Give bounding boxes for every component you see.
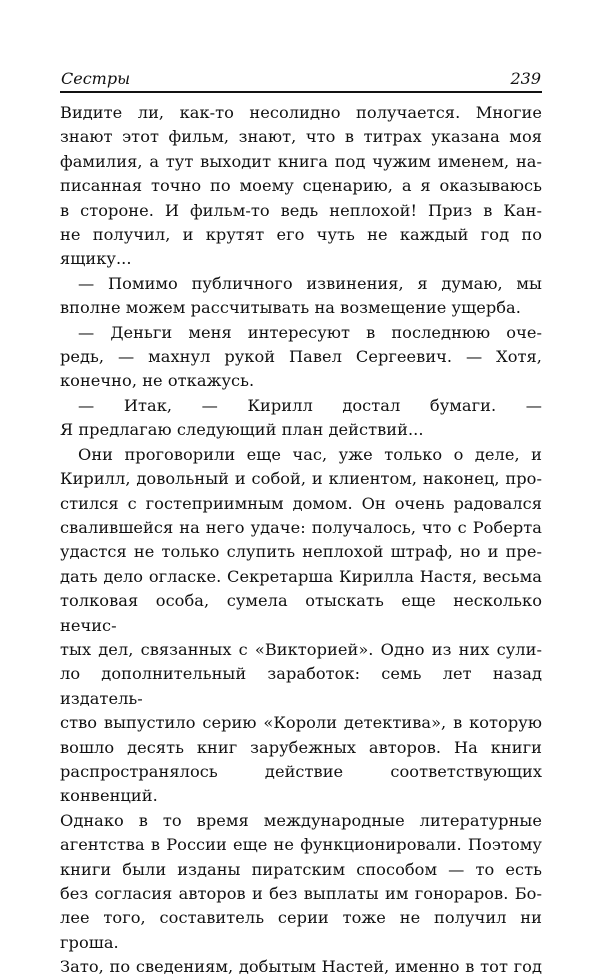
text-line: тых дел, связанных с «Викторией». Одно из них сули- — [60, 639, 542, 659]
book-page — [60, 66, 542, 980]
text-line: редь, — махнул рукой Павел Сергеевич. — Хотя, — [60, 347, 542, 367]
text-line: конечно, не откажусь. — [60, 371, 255, 391]
text-line: дать дело огласке. Секретарша Кирилла Настя, весьма — [60, 566, 542, 586]
text-line: — Итак, — Кирилл достал бумаги. — — [78, 395, 542, 415]
text-line: лее того, составитель серии тоже не получил ни гроша. — [60, 908, 542, 952]
text-line: Видите ли, как-то несолидно получается. Многие — [60, 103, 542, 122]
text-line: Я предлагаю следующий план действий... — [60, 420, 424, 440]
running-title: Сестры — [61, 69, 131, 88]
text-line: Они проговорили еще час, уже только о деле, и — [78, 444, 542, 464]
text-line: толковая особа, сумела отыскать еще несколько нечис- — [60, 591, 542, 635]
body-text — [60, 101, 542, 980]
page-number: 239 — [510, 69, 541, 88]
text-line: без согласия авторов и без выплаты им гонораров. Бо- — [60, 884, 542, 903]
text-line: удастся не только слупить неплохой штраф, но и пре- — [60, 542, 542, 562]
text-line: книги были изданы пиратским способом — то есть — [60, 859, 542, 879]
running-header — [60, 66, 542, 90]
header-rule — [60, 91, 542, 93]
text-line: вполне можем рассчитывать на возмещение ущерба. — [60, 298, 521, 318]
text-line: свалившейся на него удаче: получалось, что с Роберта — [60, 517, 542, 537]
text-line: агентства в России еще не функционировали. Поэтому — [60, 835, 542, 855]
text-line: фамилия, а тут выходит книга под чужим именем, на- — [60, 151, 542, 171]
text-line: в стороне. И фильм-то ведь неплохой! Приз в Кан- — [60, 200, 542, 220]
text-line: — Помимо публичного извинения, я думаю, мы — [78, 273, 542, 293]
text-line: вошло десять книг зарубежных авторов. На книги — [60, 737, 542, 757]
text-line: ство выпустило серию «Короли детектива», в которую — [60, 713, 542, 733]
text-line: — Деньги меня интересуют в последнюю оче- — [78, 322, 542, 342]
text-line: писанная точно по моему сценарию, а я оказываюсь — [60, 176, 542, 196]
text-line: знают этот фильм, знают, что в титрах указана моя — [60, 127, 542, 147]
text-line: распространялось действие соответствующих конвенций. — [60, 761, 542, 806]
text-line: Кирилл, довольный и собой, и клиентом, наконец, про- — [60, 469, 542, 489]
text-line: не получил, и крутят его чуть не каждый год по — [60, 225, 542, 245]
text-line: ящику... — [60, 249, 132, 269]
text-line: ло дополнительный заработок: семь лет назад издатель- — [60, 664, 542, 708]
text-line: Однако в то время международные литературные — [60, 810, 542, 830]
text-line: Зато, по сведениям, добытым Настей, именно в тот год — [60, 957, 542, 977]
text-line: стился с гостеприимным домом. Он очень радовался — [60, 493, 542, 513]
